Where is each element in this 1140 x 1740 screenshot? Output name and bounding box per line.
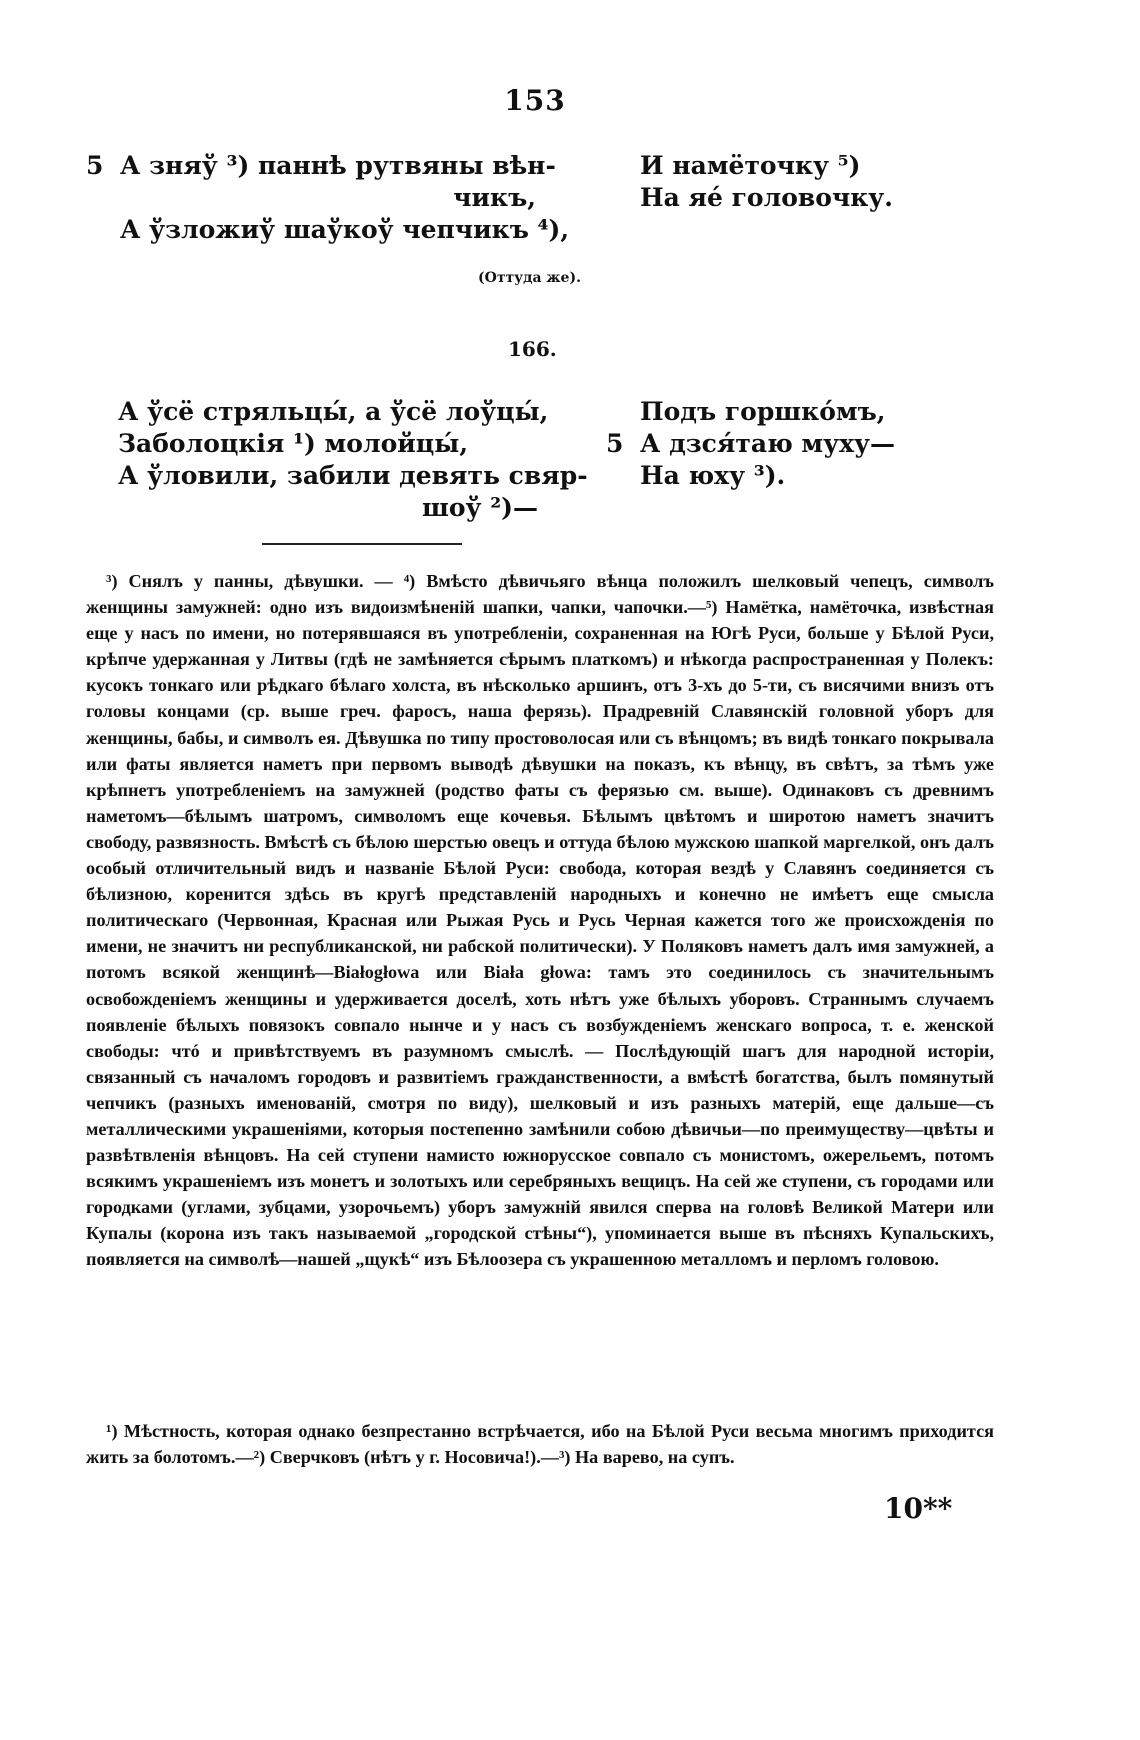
footnote-divider	[262, 543, 462, 545]
verse-text: А зняў ³) паннѣ рутвяны вѣн-	[120, 151, 556, 180]
verse-2-left-column	[118, 396, 588, 524]
verse-text: На юху ³).	[640, 461, 786, 490]
verse-1-left-column	[86, 150, 570, 246]
commentary-notes	[86, 568, 994, 1273]
verse-text: Подъ горшко́мъ,	[640, 397, 886, 426]
verse-2-right-column	[606, 396, 900, 492]
source-note: (Оттуда же).	[478, 270, 581, 286]
verse-number: 5	[86, 151, 104, 180]
verse-line: шоў ²)—	[421, 493, 538, 522]
verse-text: А ўзложиў шаўкоў чепчикъ ⁴),	[120, 215, 570, 244]
verse-1-right-column	[640, 150, 900, 214]
footnote-paragraph: ¹) Мѣстность, которая однако безпрестанно встрѣчается, ибо на Бѣлой Руси весьма многимъ приходится жить за болотомъ.—²) Сверчковъ (нѣтъ у г. Носовича!).—³) На варево, на супъ.	[86, 1421, 994, 1467]
verse-line	[640, 460, 900, 492]
verse-number: 5	[606, 429, 624, 458]
verse-line: Заболоцкія ¹) молойцы́,	[118, 429, 469, 458]
verse-line: И намёточку ⁵)	[640, 151, 861, 180]
verse-text: чикъ,	[453, 183, 536, 212]
verse-line: А ўловили, забили девять свяр-	[118, 461, 588, 490]
verse-line	[606, 428, 900, 460]
verse-line	[86, 150, 556, 182]
verse-line	[120, 214, 570, 246]
verse-line: На яé головочку.	[640, 183, 894, 212]
page-number: 153	[504, 84, 566, 117]
song-number: 166.	[508, 337, 557, 361]
commentary-paragraph: ³) Снялъ у панны, дѣвушки. — ⁴) Вмѣсто дѣвичьяго вѣнца положилъ шелковый чепецъ, символъ женщины замужней: одно изъ видоизмѣненій шапки, чапки, чапочки.—⁵) Намётка, намёточка, извѣстная еще у насъ по имени, но потерявшаяся въ употребленіи, сохраненная на Югѣ Руси, больше у Бѣлой Руси, крѣпче удержанная у Литвы (гдѣ не замѣняется сѣрымъ платкомъ) и нѣкогда распространенная у Полекъ: кусокъ тонкаго или рѣдкаго бѣлаго холста, въ нѣсколько аршинъ, отъ 3-хъ до 5-ти, съ висячими внизъ отъ головы концами (ср. выше греч. фаросъ, наша ферязь). Прадревній Славянскій головной уборъ для женщины, бабы, и символъ ея. Дѣвушка по типу простоволосая или съ вѣнцомъ; въ видѣ тонкаго покрывала или фаты является наметъ при первомъ выводѣ дѣвушки на показъ, къ вѣнцу, въ свѣтъ, за тѣмъ уже крѣпнетъ употребленіемъ на замужней (родство фаты съ ферязью см. выше). Одинаковъ съ древнимъ наметомъ—бѣлымъ шатромъ, символомъ еще кочевья. Бѣлымъ цвѣтомъ и широтою наметъ значитъ свободу, развязность. Вмѣстѣ съ бѣлою шерстью овецъ и оттуда бѣлою мужскою шапкой маргелкой, онъ далъ особый отличительный видъ и названіе Бѣлой Руси: свобода, которая вездѣ у Славянъ соединяется съ бѣлизною, коренится здѣсь въ кругѣ представленій народныхъ и конечно не имѣетъ еще смысла политическаго (Червонная, Красная или Рыжая Русь и Русь Черная кажется того же происхожденія по имени, не значитъ ни республиканской, ни рабской политически). У Поляковъ наметъ далъ имя замужней, а потомъ всякой женщинѣ—Białogłowa или Biała głowa: тамъ это соединилось съ значительнымъ освобожденіемъ женщины и удерживается доселѣ, хоть нѣтъ уже бѣлыхъ уборовъ. Страннымъ случаемъ появленіе бѣлыхъ повязокъ совпало нынче и у насъ съ возбужденіемъ женскаго вопроса, т. е. женской свободы: чтó и привѣтствуемъ въ разумномъ смыслѣ. — Послѣдующій шагъ для народной исторіи, связанный съ началомъ городовъ и развитіемъ гражданственности, а вмѣстѣ богатства, былъ помянутый чепчикъ (разныхъ именованій, смотря по виду), шелковый и изъ разныхъ матерій, еще дальше—съ металлическими украшеніями, которыя постепенно замѣнили собою дѣвичьи—по преимуществу—цвѣты и развѣтвленія вѣнцовъ. На сей ступени намисто южнорусское совпало съ монистомъ, ожерельемъ, потомъ всякимъ украшеніемъ изъ монетъ и золотыхъ или серебряныхъ вещицъ. На сей же ступени, съ городами или городками (углами, зубцами, узорочьемъ) уборъ замужній явился сперва на головѣ Великой Матери или Купалы (корона изъ такъ называемой „городской стѣны“), упоминается выше въ пѣсняхъ Купальскихъ, появляется на символѣ—нашей „щукѣ“ изъ Бѣлоозера съ украшенною металломъ и перломъ головою.	[86, 571, 994, 1270]
footnotes	[86, 1418, 994, 1470]
verse-line: А ўсё стряльцы́, а ўсё лоўцы́,	[118, 397, 549, 426]
verse-line	[640, 396, 900, 428]
verse-line	[120, 182, 536, 214]
signature-mark: 10**	[884, 1492, 953, 1525]
verse-text: А дзся́таю муху—	[640, 429, 896, 458]
